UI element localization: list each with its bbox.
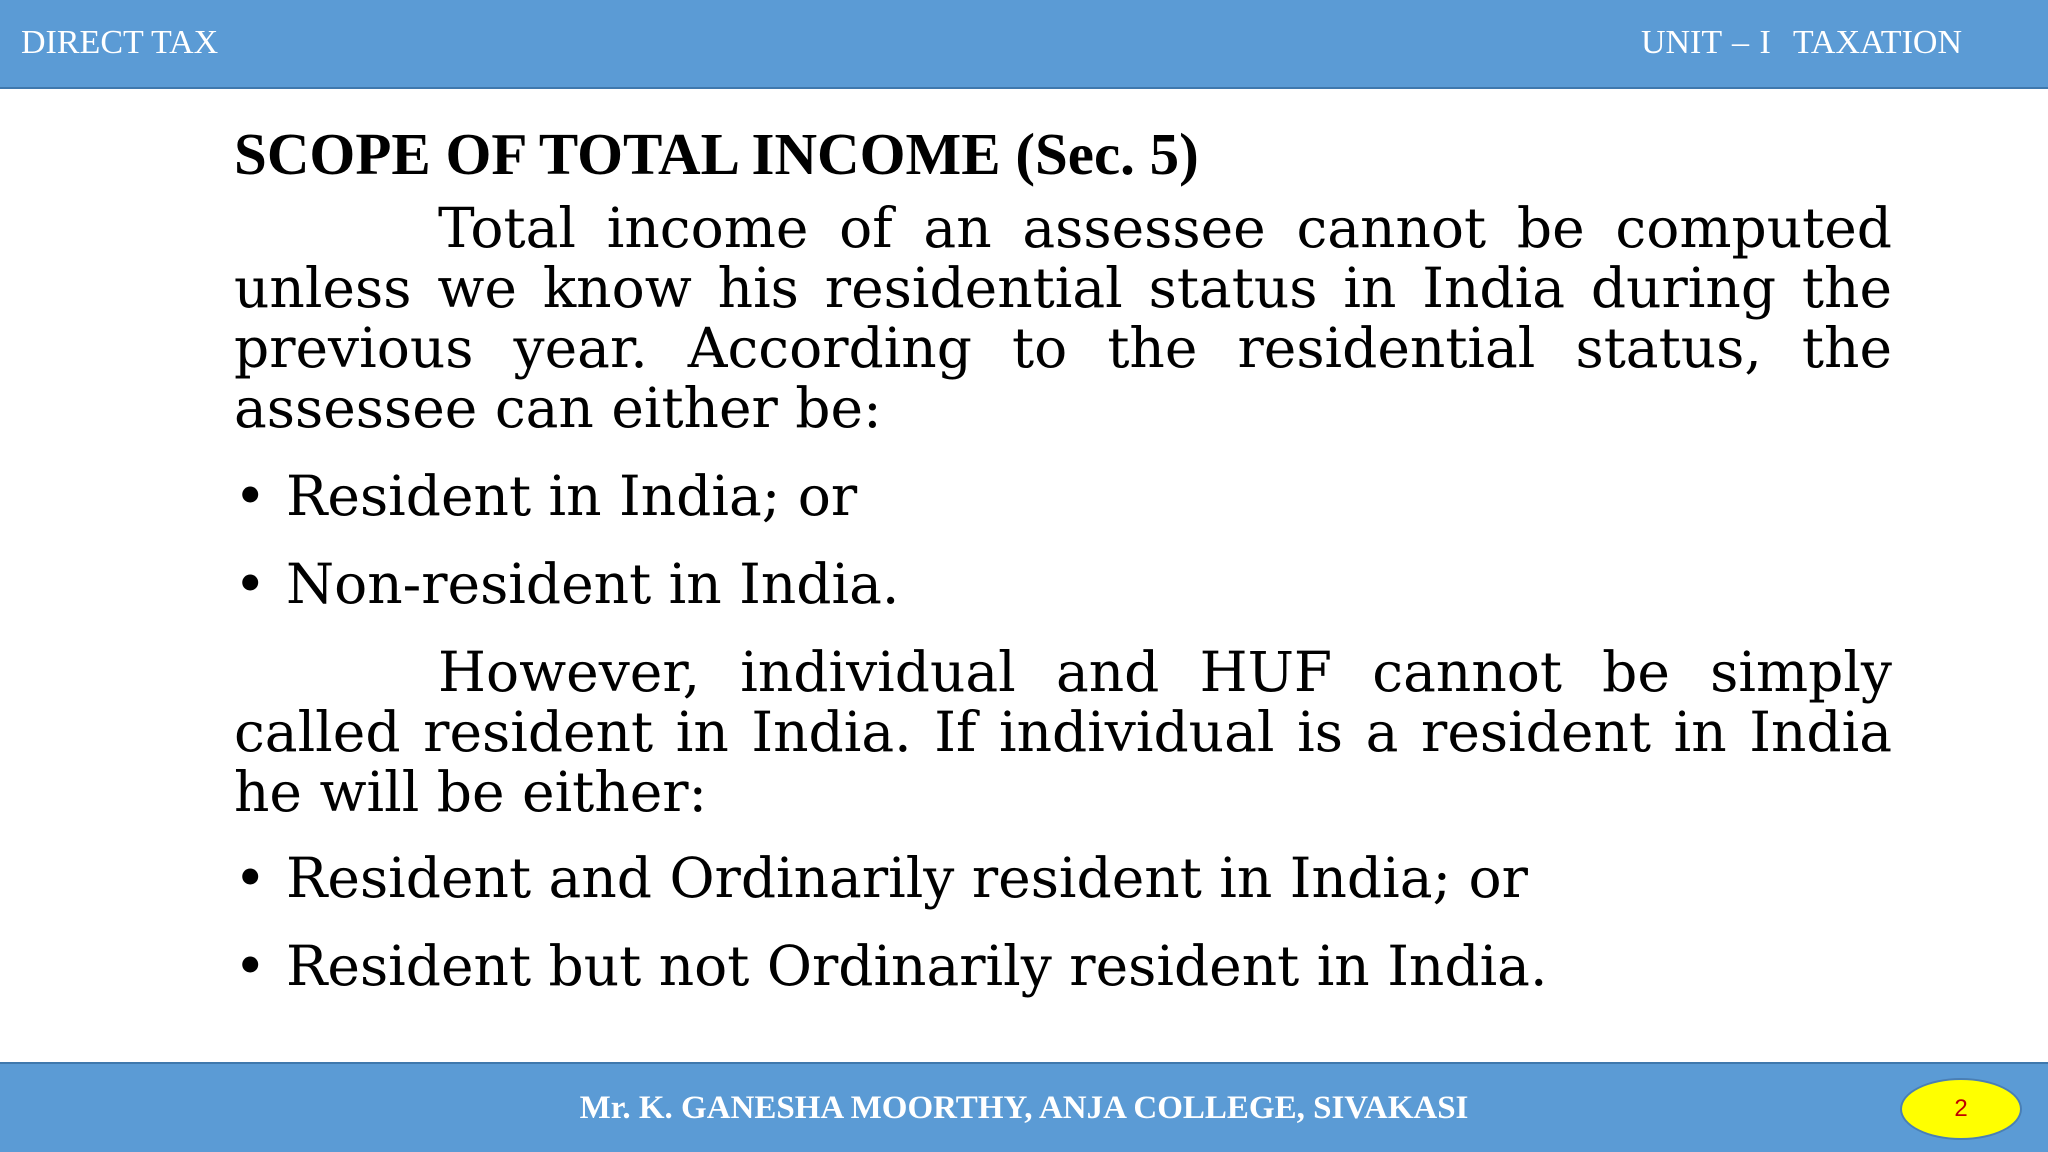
individual-huf-paragraph: However, individual and HUF cannot be simply called resident in India. If individual is a resident in India he will be either: (234, 640, 1892, 824)
list-item (234, 466, 1892, 526)
header-unit-label (1641, 24, 1962, 62)
bullet-icon: • (234, 846, 267, 910)
list-item-text: Resident in India; or (286, 464, 858, 528)
footer-bar (0, 1062, 2048, 1152)
header-bar (0, 0, 2048, 89)
page-number-badge: 2 (1900, 1078, 2022, 1140)
resident-types-list (234, 848, 1892, 996)
bullet-icon: • (234, 464, 267, 528)
list-item-text: Resident but not Ordinarily resident in India. (286, 934, 1548, 998)
list-item-text: Non-resident in India. (286, 552, 900, 616)
list-item (234, 848, 1892, 908)
slide-title: SCOPE OF TOTAL INCOME (Sec. 5) (234, 121, 1199, 187)
list-item-text: Resident and Ordinarily resident in India; or (286, 846, 1528, 910)
bullet-icon: • (234, 552, 267, 616)
slide-content (234, 118, 1892, 996)
list-item (234, 554, 1892, 614)
status-list (234, 466, 1892, 614)
header-subject: TAXATION (1792, 24, 1962, 61)
header-course-label: DIRECT TAX (21, 24, 219, 61)
list-item (234, 936, 1892, 996)
intro-paragraph: Total income of an assessee cannot be computed unless we know his residential status in India during the previous year. According to the residential status, the assessee can either be: (234, 196, 1892, 440)
header-unit: UNIT – I (1640, 24, 1771, 61)
footer-author: Mr. K. GANESHA MOORTHY, ANJA COLLEGE, SIVAKASI (579, 1090, 1469, 1126)
bullet-icon: • (234, 934, 267, 998)
